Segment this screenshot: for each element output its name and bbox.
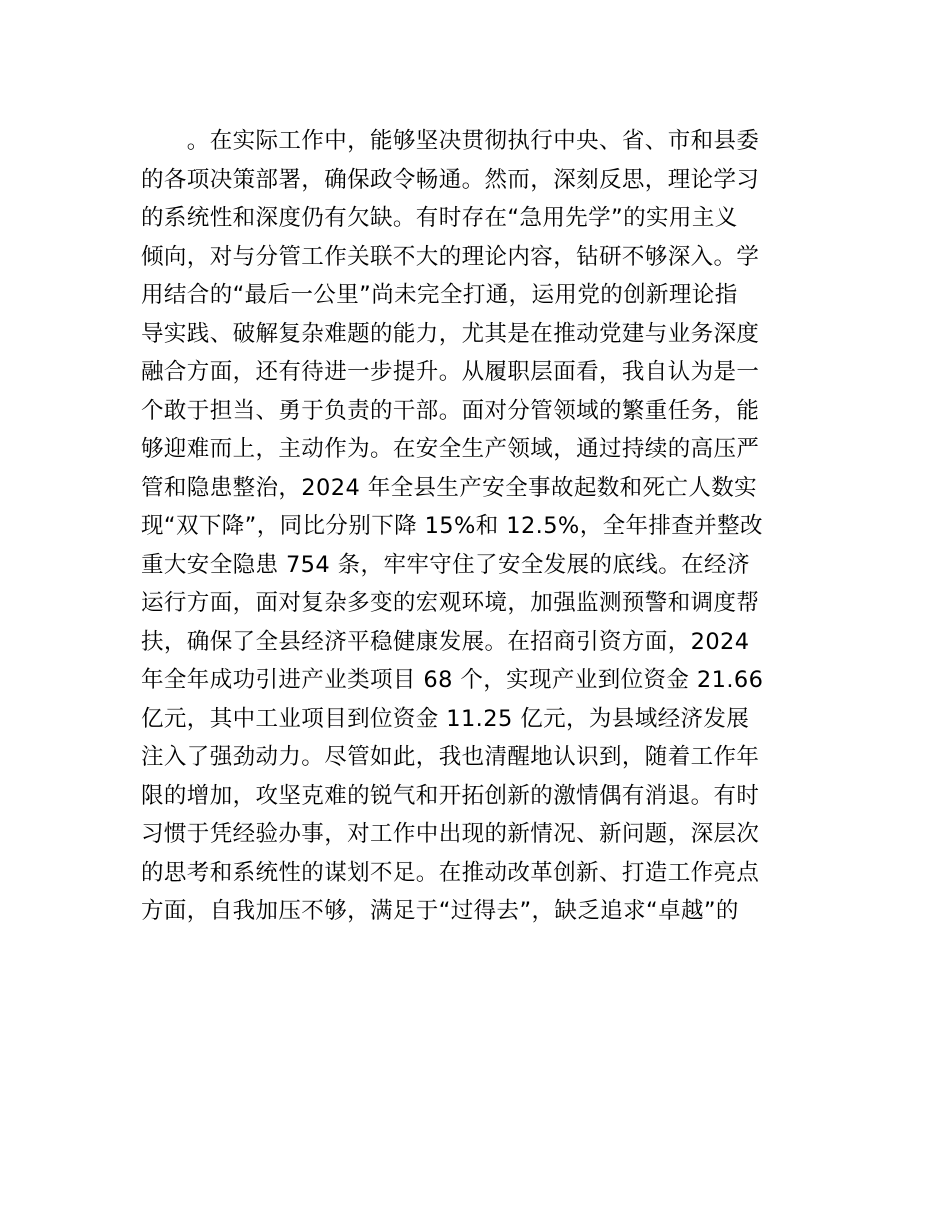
text-line: 倾向，对与分管工作关联不大的理论内容，钻研不够深入。学 <box>141 243 760 270</box>
text-line: 重大安全隐患 754 条，牢牢守住了安全发展的底线。在经济 <box>141 551 750 578</box>
text-line: 习惯于凭经验办事，对工作中出现的新情况、新问题，深层次 <box>141 821 760 847</box>
text-line: 方面，自我加压不够，满足于“过得去”，缺乏追求“卓越”的 <box>141 898 739 924</box>
text-line: 导实践、破解复杂难题的能力，尤其是在推动党建与业务深度 <box>141 320 760 347</box>
text-line: 亿元，其中工业项目到位资金 11.25 亿元，为县域经济发展 <box>141 705 750 732</box>
text-line: 个敢于担当、勇于负责的干部。面对分管领域的繁重任务，能 <box>141 397 760 424</box>
text-line: 运行方面，面对复杂多变的宏观环境，加强监测预警和调度帮 <box>141 590 760 616</box>
text-line: 融合方面，还有待进一步提升。从履职层面看，我自认为是一 <box>141 359 760 385</box>
text-line: 限的增加，攻坚克难的锐气和开拓创新的激情偶有消退。有时 <box>141 782 760 809</box>
text-line: 用结合的“最后一公里”尚未完全打通，运用党的创新理论指 <box>141 282 738 308</box>
text-line: 注入了强劲动力。尽管如此，我也清醒地认识到，随着工作年 <box>141 744 760 770</box>
text-line: 够迎难而上，主动作为。在安全生产领域，通过持续的高压严 <box>141 436 760 462</box>
text-line: 扶，确保了全县经济平稳健康发展。在招商引资方面，2024 <box>141 628 750 655</box>
body-paragraph <box>141 122 821 931</box>
text-line: 现“双下降”，同比分别下降 15%和 12.5%，全年排查并整改 <box>141 513 763 539</box>
text-line: 的思考和系统性的谋划不足。在推动改革创新、打造工作亮点 <box>141 859 760 886</box>
text-line: 的系统性和深度仍有欠缺。有时存在“急用先学”的实用主义 <box>141 205 738 231</box>
text-line: 的各项决策部署，确保政令畅通。然而，深刻反思，理论学习 <box>141 166 760 193</box>
text-line: 管和隐患整治，2024 年全县生产安全事故起数和死亡人数实 <box>141 474 758 501</box>
text-line: 。在实际工作中，能够坚决贯彻执行中央、省、市和县委 <box>141 128 760 154</box>
text-line: 年全年成功引进产业类项目 68 个，实现产业到位资金 21.66 <box>141 667 764 693</box>
